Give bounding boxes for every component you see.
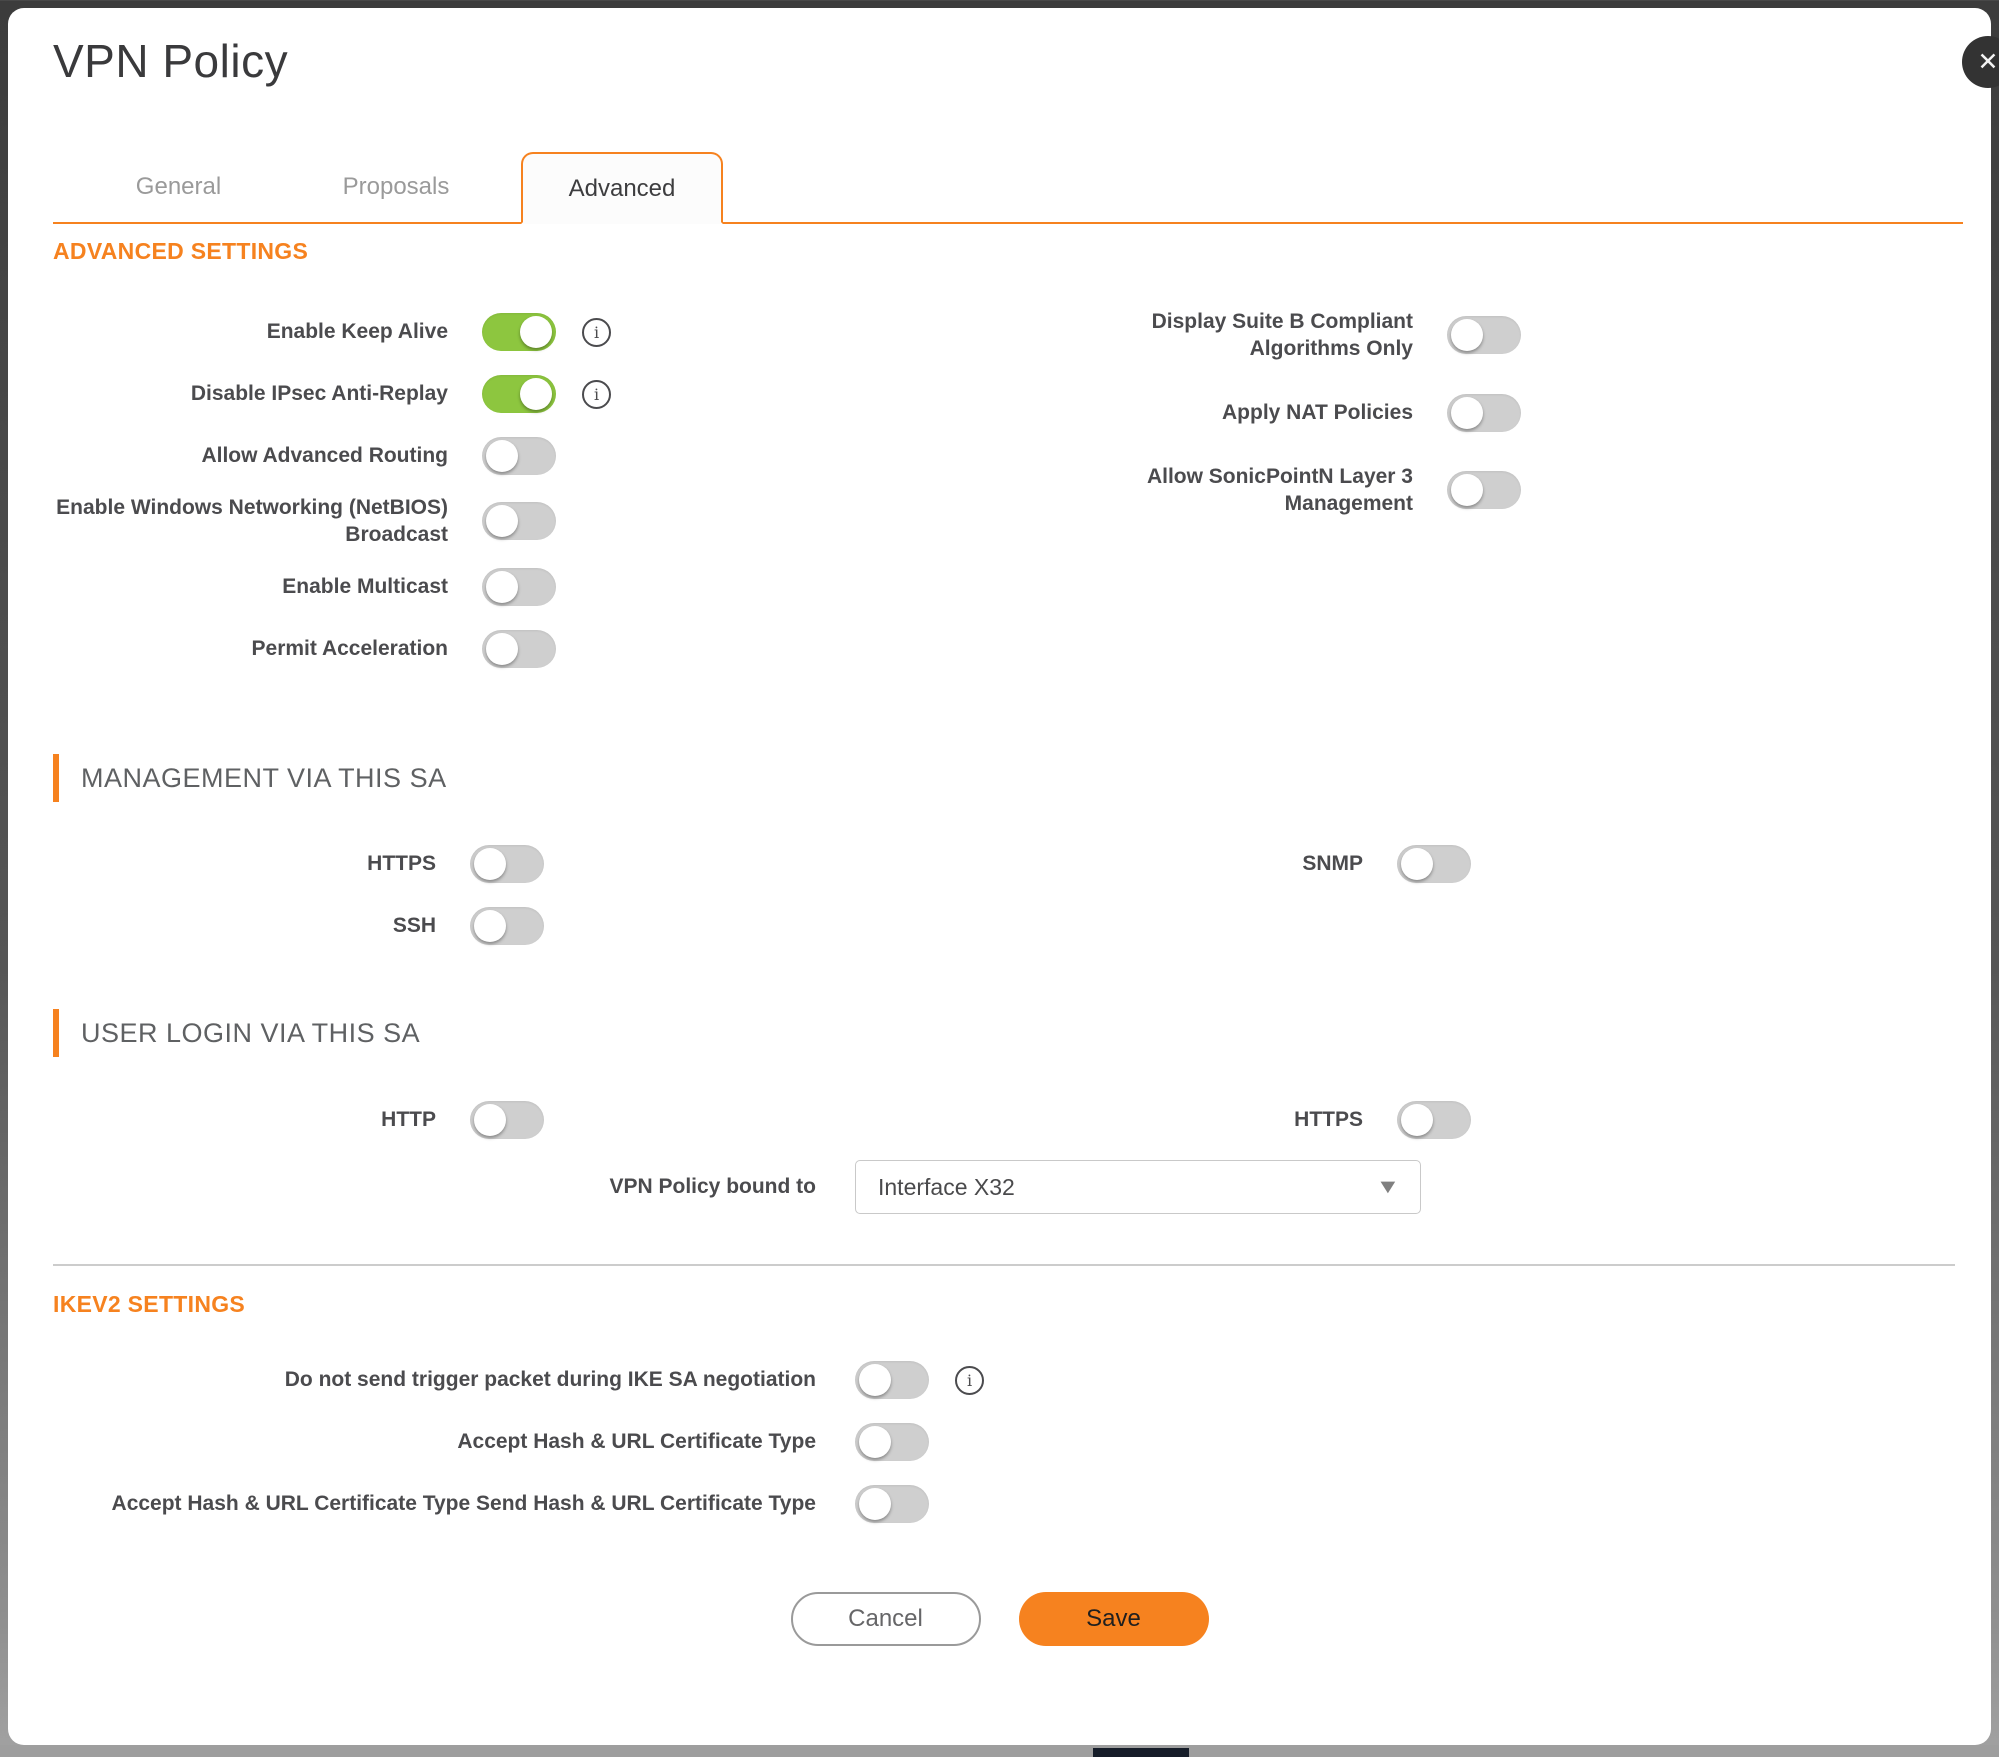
- toggle-label: Enable Multicast: [282, 574, 448, 598]
- toggle-knob: [1451, 474, 1483, 506]
- toggle-knob: [1451, 319, 1483, 351]
- toggle-knob: [1401, 1104, 1433, 1136]
- toggle-knob: [859, 1488, 891, 1520]
- toggle-row: [1103, 463, 1521, 518]
- info-icon[interactable]: i: [582, 380, 611, 409]
- tab-advanced[interactable]: Advanced: [521, 152, 723, 224]
- tab-proposals[interactable]: Proposals: [342, 173, 450, 200]
- section-heading-text: MANAGEMENT VIA THIS SA: [81, 762, 447, 793]
- toggle-switch[interactable]: [1447, 394, 1521, 432]
- tab-general[interactable]: General: [135, 173, 222, 200]
- interface-dropdown[interactable]: [855, 1160, 1421, 1214]
- cancel-button[interactable]: Cancel: [791, 1592, 981, 1646]
- toggle-switch[interactable]: [482, 375, 556, 413]
- toggle-label: Accept Hash & URL Certificate Type Send Hash & URL Certificate Type: [111, 1492, 816, 1516]
- advanced-settings-heading: ADVANCED SETTINGS: [53, 238, 309, 264]
- toggle-knob: [520, 316, 552, 348]
- toggle-label: Enable Windows Networking (NetBIOS) Broadcast: [56, 496, 448, 547]
- toggle-knob: [474, 848, 506, 880]
- user-login-right-column: [1103, 1096, 1471, 1158]
- info-icon[interactable]: i: [955, 1366, 984, 1395]
- vpn-policy-bound-row: [53, 1160, 1421, 1214]
- advanced-left-column: [53, 308, 611, 687]
- toggle-row: [53, 494, 611, 549]
- toggle-switch[interactable]: [470, 845, 544, 883]
- toggle-label: SNMP: [1302, 852, 1363, 876]
- background-page-sliver: [0, 1745, 1999, 1757]
- dialog-footer: [8, 1592, 1991, 1646]
- vpn-policy-bound-label: VPN Policy bound to: [609, 1175, 816, 1198]
- toggle-row: [53, 840, 544, 888]
- info-icon[interactable]: i: [582, 318, 611, 347]
- toggle-knob: [1401, 848, 1433, 880]
- toggle-switch[interactable]: [482, 630, 556, 668]
- toggle-switch[interactable]: [855, 1485, 929, 1523]
- toggle-knob: [486, 505, 518, 537]
- toggle-label: Permit Acceleration: [251, 636, 448, 660]
- toggle-label: Allow SonicPointN Layer 3 Management: [1146, 464, 1413, 515]
- toggle-label: Enable Keep Alive: [266, 320, 448, 344]
- ikev2-rows: [53, 1356, 984, 1542]
- background-dark-bar: [1093, 1748, 1189, 1757]
- toggle-row: [1103, 389, 1521, 437]
- toggle-row: [1103, 840, 1471, 888]
- toggle-switch[interactable]: [1397, 1101, 1471, 1139]
- advanced-right-column: [1103, 308, 1521, 543]
- toggle-knob: [1451, 397, 1483, 429]
- ikev2-settings-heading: IKEV2 SETTINGS: [53, 1291, 246, 1317]
- management-sa-heading: [53, 754, 447, 802]
- toggle-row: [53, 370, 611, 418]
- toggle-knob: [474, 1104, 506, 1136]
- toggle-row: [53, 563, 611, 611]
- toggle-switch[interactable]: [482, 313, 556, 351]
- toggle-row: [53, 308, 611, 356]
- save-button[interactable]: Save: [1019, 1592, 1209, 1646]
- section-accent-bar: [53, 1009, 59, 1057]
- toggle-row: [53, 902, 544, 950]
- toggle-switch[interactable]: [1447, 471, 1521, 509]
- toggle-knob: [486, 440, 518, 472]
- toggle-switch[interactable]: [855, 1423, 929, 1461]
- toggle-label: SSH: [392, 914, 436, 938]
- toggle-knob: [474, 910, 506, 942]
- toggle-label: HTTPS: [367, 852, 436, 876]
- toggle-row: [53, 1096, 544, 1144]
- toggle-label: Disable IPsec Anti-Replay: [190, 382, 448, 406]
- interface-dropdown-value: Interface X32: [878, 1173, 1015, 1200]
- toggle-row: [53, 625, 611, 673]
- tabbar: [53, 150, 1963, 224]
- user-login-left-column: [53, 1096, 544, 1158]
- toggle-switch[interactable]: [470, 1101, 544, 1139]
- toggle-row: [53, 1418, 984, 1466]
- section-heading-text: USER LOGIN VIA THIS SA: [81, 1017, 421, 1048]
- close-icon[interactable]: ✕: [1962, 36, 1999, 88]
- section-accent-bar: [53, 754, 59, 802]
- toggle-switch[interactable]: [1397, 845, 1471, 883]
- management-right-column: [1103, 840, 1471, 902]
- toggle-knob: [486, 571, 518, 603]
- user-login-sa-heading: [53, 1009, 420, 1057]
- toggle-switch[interactable]: [482, 502, 556, 540]
- toggle-label: Do not send trigger packet during IKE SA negotiation: [284, 1368, 816, 1392]
- toggle-label: Display Suite B Compliant Algorithms Only: [1151, 310, 1413, 361]
- page-title: VPN Policy: [53, 35, 289, 87]
- toggle-switch[interactable]: [470, 907, 544, 945]
- vpn-policy-dialog: [8, 8, 1991, 1745]
- toggle-label: HTTP: [381, 1108, 436, 1132]
- management-left-column: [53, 840, 544, 964]
- toggle-row: [53, 1480, 984, 1528]
- toggle-knob: [859, 1364, 891, 1396]
- toggle-knob: [859, 1426, 891, 1458]
- toggle-switch[interactable]: [855, 1361, 929, 1399]
- toggle-label: Accept Hash & URL Certificate Type: [457, 1430, 816, 1454]
- toggle-row: [1103, 1096, 1471, 1144]
- toggle-label: Apply NAT Policies: [1222, 400, 1413, 424]
- toggle-switch[interactable]: [482, 568, 556, 606]
- toggle-switch[interactable]: [482, 437, 556, 475]
- toggle-switch[interactable]: [1447, 316, 1521, 354]
- toggle-knob: [486, 633, 518, 665]
- section-divider: [53, 1264, 1955, 1266]
- toggle-label: HTTPS: [1294, 1108, 1363, 1132]
- toggle-label: Allow Advanced Routing: [201, 444, 448, 468]
- toggle-row: [53, 1356, 984, 1404]
- chevron-down-icon: ▼: [1375, 1175, 1401, 1198]
- toggle-row: [53, 432, 611, 480]
- toggle-knob: [520, 378, 552, 410]
- toggle-row: [1103, 308, 1521, 363]
